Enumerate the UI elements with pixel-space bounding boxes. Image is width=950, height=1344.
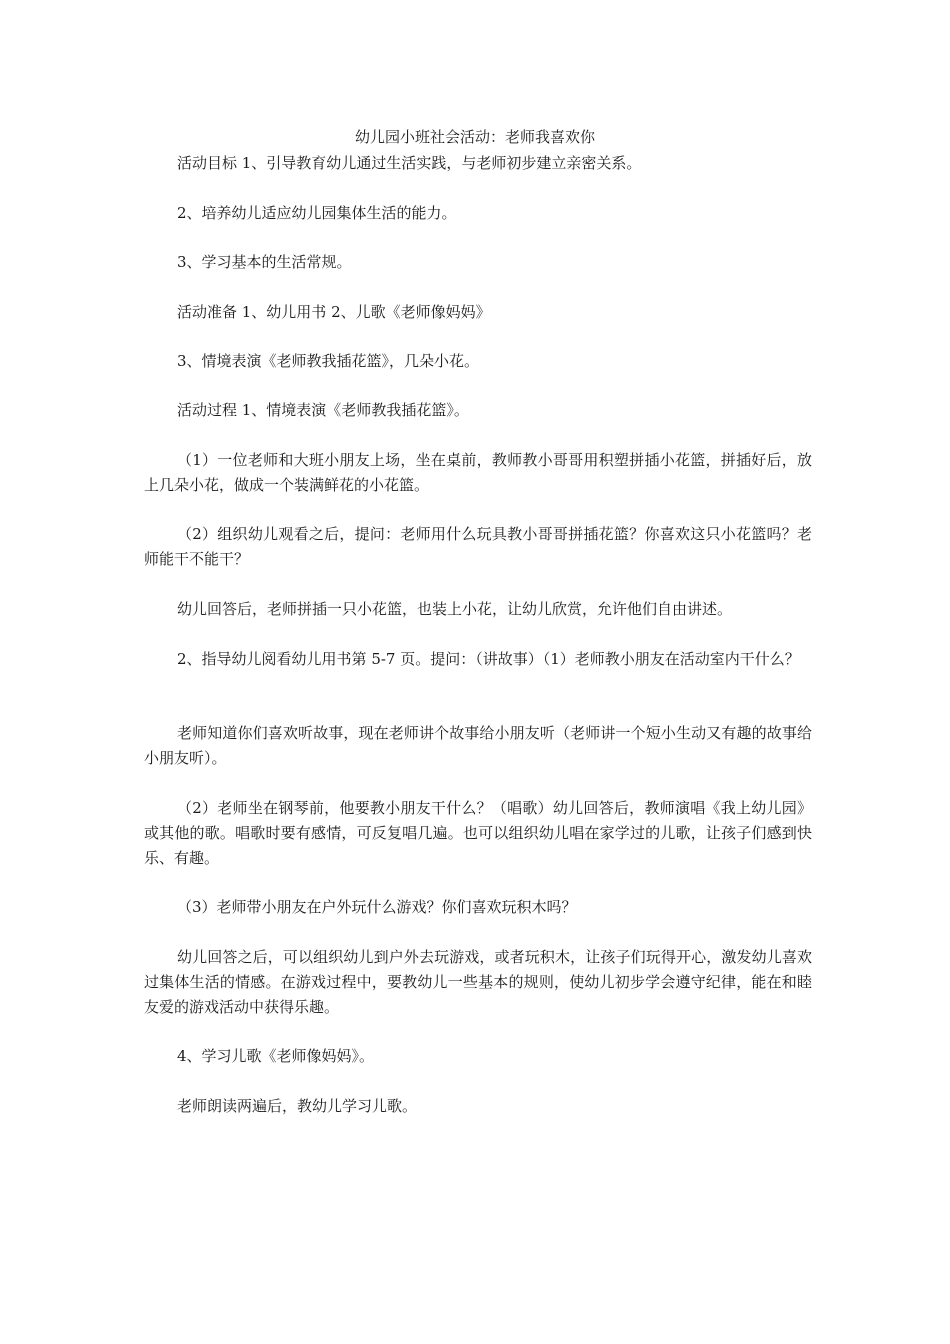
paragraph-process-4: 4、学习儿歌《老师像妈妈》。 <box>177 1047 375 1065</box>
paragraph-process-1-1: （1）一位老师和大班小朋友上场，坐在桌前，教师教小哥哥用积塑拼插小花篮，拼插好后，放上几朵小花，做成一个装满鲜花的小花篮。 <box>144 451 812 494</box>
paragraph-goal-2: 2、培养幼儿适应幼儿园集体生活的能力。 <box>177 204 457 222</box>
paragraph-process-1-2: （2）组织幼儿观看之后，提问：老师用什么玩具教小哥哥拼插花篮？你喜欢这只小花篮吗？老师能干不能干？ <box>144 525 812 568</box>
paragraph-process-2-2: （2）老师坐在钢琴前，他要教小朋友干什么？（唱歌）幼儿回答后，教师演唱《我上幼儿园》或其他的歌。唱歌时要有感情，可反复唱几遍。也可以组织幼儿唱在家学过的儿歌，让孩子们感到快乐、有趣。 <box>144 799 812 867</box>
document-title: 幼儿园小班社会活动：老师我喜欢你 <box>354 128 595 146</box>
paragraph-process-4-1: 老师朗读两遍后，教幼儿学习儿歌。 <box>177 1097 418 1115</box>
paragraph-process-2-3: （3）老师带小朋友在户外玩什么游戏？你们喜欢玩积木吗？ <box>177 898 577 916</box>
paragraph-prep-2: 3、情境表演《老师教我插花篮》，几朵小花。 <box>177 352 480 370</box>
paragraph-process-1: 活动过程 1、情境表演《老师教我插花篮》。 <box>177 401 469 419</box>
paragraph-process-2: 2、指导幼儿阅看幼儿用书第 5-7 页。提问：（讲故事）（1）老师教小朋友在活动室内干什么？ <box>177 650 800 668</box>
paragraph-goal-1: 活动目标 1、引导教育幼儿通过生活实践，与老师初步建立亲密关系。 <box>177 154 642 172</box>
paragraph-process-1-3: 幼儿回答后，老师拼插一只小花篮，也装上小花，让幼儿欣赏，允许他们自由讲述。 <box>177 600 733 618</box>
paragraph-goal-3: 3、学习基本的生活常规。 <box>177 253 352 271</box>
paragraph-process-2-3-answer: 幼儿回答之后，可以组织幼儿到户外去玩游戏，或者玩积木，让孩子们玩得开心，激发幼儿喜欢过集体生活的情感。在游戏过程中，要教幼儿一些基本的规则，使幼儿初步学会遵守纪律，能在和睦友爱的游戏活动中获得乐趣。 <box>144 948 812 1016</box>
paragraph-prep-1: 活动准备 1、幼儿用书 2、儿歌《老师像妈妈》 <box>177 303 491 321</box>
paragraph-process-2-story: 老师知道你们喜欢听故事，现在老师讲个故事给小朋友听（老师讲一个短小生动又有趣的故事给小朋友听）。 <box>144 724 812 767</box>
